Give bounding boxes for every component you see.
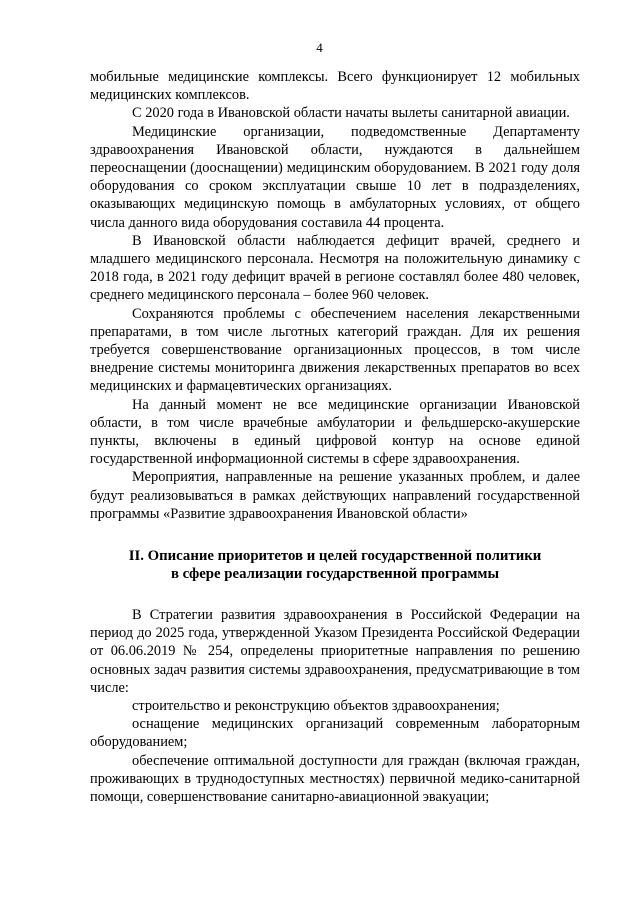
- page-body: [90, 68, 580, 806]
- paragraph-staff-deficit: В Ивановской области наблюдается дефицит врачей, среднего и младшего медицинского персонала. Несмотря на положительную динамику с 2018 года, в 2021 году дефицит врачей в регионе составлял более 480 человек, среднего медицинского персонала – более 960 человек.: [90, 232, 580, 304]
- section-heading-line-1: II. Описание приоритетов и целей государственной политики: [128, 548, 542, 565]
- paragraph-program-measures: Мероприятия, направленные на решение указанных проблем, и далее будут реализовываться в рамках действующих направлений государственной программы «Развитие здравоохранения Ивановской области»: [90, 469, 580, 522]
- paragraph-strategy: В Стратегии развития здравоохранения в Российской Федерации на период до 2025 года, утвержденной Указом Президента Российской Федерации от 06.06.2019 № 254, определены приоритетные направления по решению основных задач развития системы здравоохранения, предусматривающие в том числе:: [90, 606, 580, 696]
- section-heading-line-2: в сфере реализации государственной программы: [170, 566, 500, 583]
- paragraph-equipment-needs: Медицинские организации, подведомственные Департаменту здравоохранения Ивановской области, нуждаются в дальнейшем переоснащении (дооснащении) медицинским оборудованием. В 2021 году доля оборудования со сроком эксплуатации свыше 10 лет в подразделениях, оказывающих медицинскую помощь в амбулаторных условиях, от общего числа данного вида оборудования составила 44 процента.: [90, 123, 580, 231]
- section-heading: [90, 547, 580, 584]
- page-number: 4: [316, 40, 323, 55]
- list-item-construction: строительство и реконструкцию объектов здравоохранения;: [132, 697, 500, 714]
- paragraph-digital-contour: На данный момент не все медицинские организации Ивановской области, в том числе врачебные амбулатории и фельдшерско-акушерские пункты, включены в единый цифровой контур на основе единой государственной информационной системы в сфере здравоохранения.: [90, 396, 580, 468]
- paragraph-medicine-supply: Сохраняются проблемы с обеспечением населения лекарственными препаратами, в том числе льготных категорий граждан. Для их решения требуется совершенствование организационных процессов, в том числе внедрение системы мониторинга движения лекарственных препаратов во всех медицинских и фармацевтических организациях.: [90, 305, 580, 395]
- paragraph-mobile-complexes: мобильные медицинские комплексы. Всего функционирует 12 мобильных медицинских комплексов.: [90, 69, 580, 104]
- list-item-lab-equipment: оснащение медицинских организаций современным лабораторным оборудованием;: [90, 716, 580, 751]
- section-intro-text: [90, 68, 580, 523]
- paragraph-air-ambulance: С 2020 года в Ивановской области начаты вылеты санитарной авиации.: [132, 105, 570, 122]
- section-priorities-text: [90, 606, 580, 806]
- list-item-primary-care-access: обеспечение оптимальной доступности для граждан (включая граждан, проживающих в труднодоступных местностях) первичной медико-санитарной помощи, совершенствование санитарно-авиационной эвакуации;: [90, 752, 580, 805]
